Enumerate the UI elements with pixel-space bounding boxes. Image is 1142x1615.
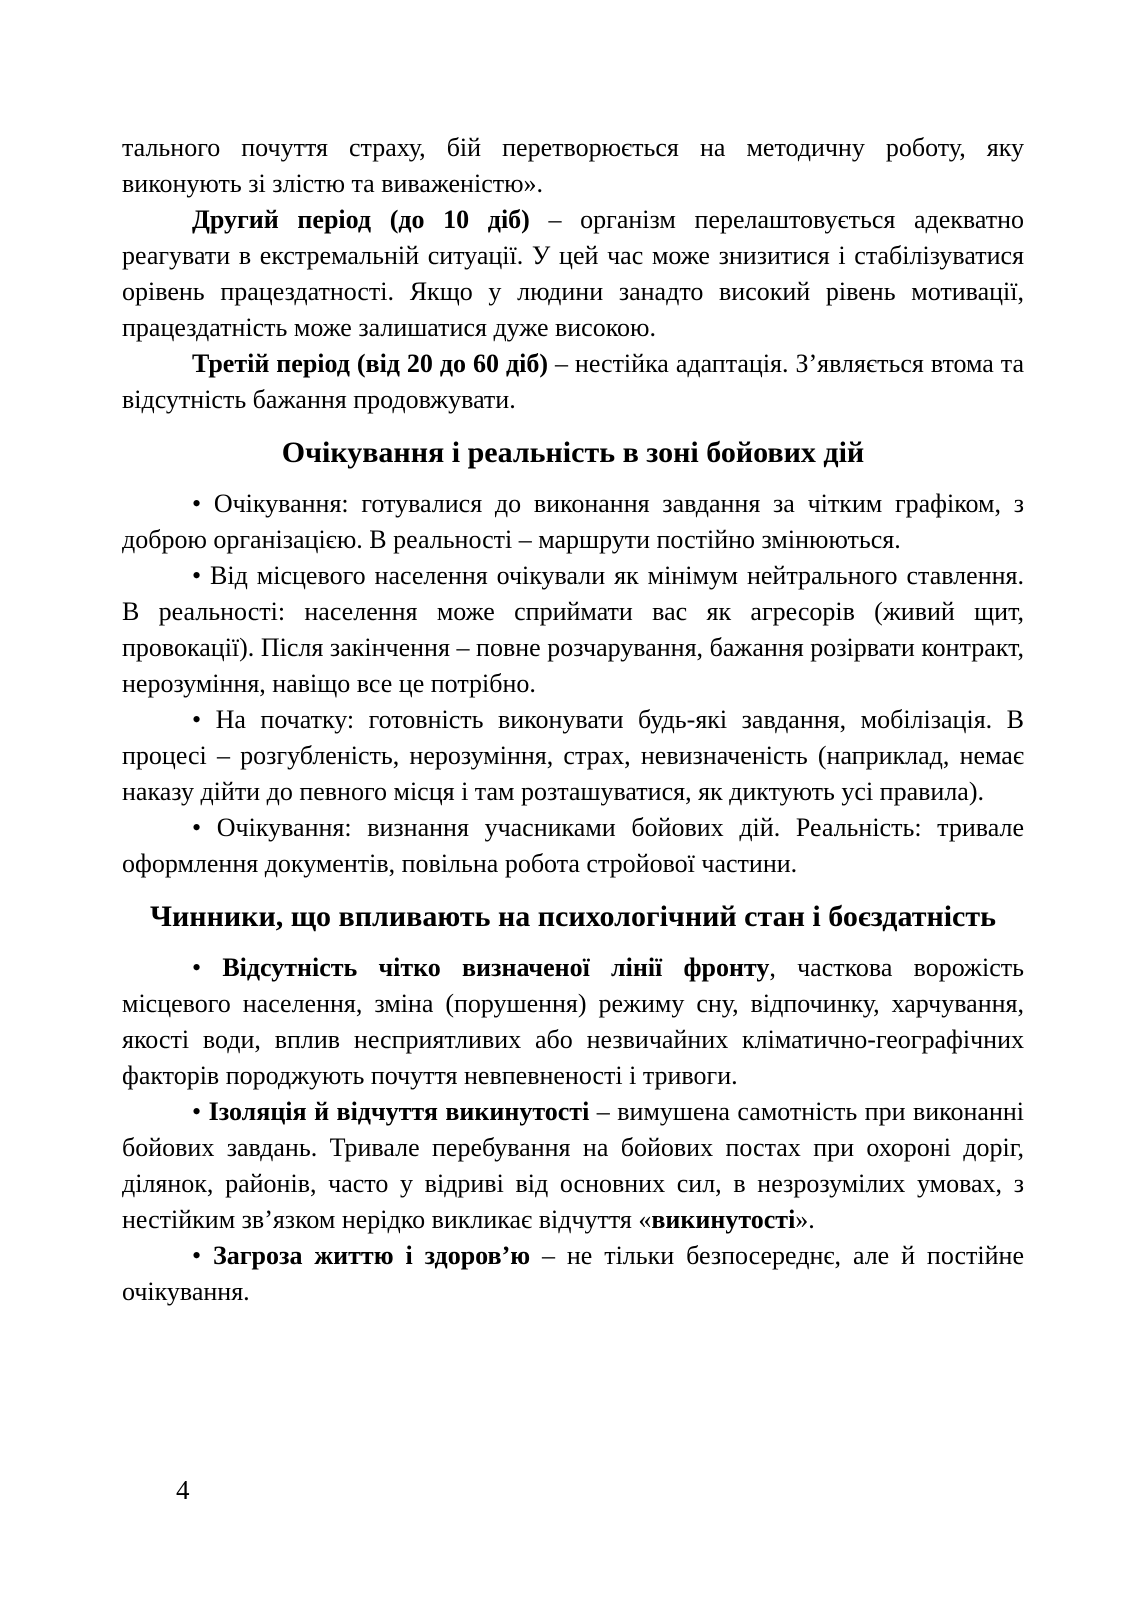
- section-heading: [122, 896, 1024, 938]
- paragraph: [122, 346, 1024, 418]
- bold-text-segment: Загроза життю і здоров’ю: [213, 1241, 531, 1270]
- document-content: [122, 130, 1024, 1310]
- text-segment: тального почуття страху, бій перетворюється на методичну роботу, яку виконують зі злістю та виваженістю».: [122, 133, 1024, 198]
- bold-text-segment: Другий період (до 10 діб): [192, 205, 530, 234]
- text-segment: , часткова ворожість місцевого населення, зміна (порушення) режиму сну, відпочинку, харчування, якості води, вплив несприятливих або незвичайних кліматично-географічних факторів породжують почуття невпевненості і тривоги.: [122, 953, 1024, 1090]
- paragraph: [122, 1094, 1024, 1238]
- text-segment: – організм перелаштовується адекватно реагувати в екстремальній ситуації. У цей час може знизитися і стабілізуватися орівень працездатності. Якщо у людини занадто високий рівень мотивації, працездатність може залишатися дуже високою.: [122, 205, 1024, 342]
- bold-text-segment: Відсутність чітко визначеної лінії фронту: [222, 953, 770, 982]
- paragraph: [122, 202, 1024, 346]
- text-segment: ».: [795, 1205, 815, 1234]
- paragraph: [122, 558, 1024, 702]
- paragraph: [122, 950, 1024, 1094]
- paragraph: [122, 486, 1024, 558]
- bold-text-segment: Ізоляція й відчуття викинутості: [208, 1097, 590, 1126]
- bold-text-segment: викинутості: [651, 1205, 796, 1234]
- page-number: 4: [176, 1475, 190, 1505]
- text-segment: •: [192, 1241, 213, 1270]
- text-segment: • На початку: готовність виконувати будь-які завдання, мобілізація. В процесі – розгубленість, нерозуміння, страх, невизначеність (наприклад, немає наказу дійти до певного місця і там розташуватися, як диктують усі правила).: [122, 705, 1024, 806]
- text-segment: – нестійка адаптація. З’являється втома та відсутність бажання продовжувати.: [122, 349, 1024, 414]
- section-heading: [122, 432, 1024, 474]
- paragraph: [122, 1238, 1024, 1310]
- text-segment: • Очікування: визнання учасниками бойових дій. Реальність: тривале оформлення документів, повільна робота стройової частини.: [122, 813, 1024, 878]
- text-segment: • Очікування: готувалися до виконання завдання за чітким графіком, з доброю організацією. В реальності – маршрути постійно змінюються.: [122, 489, 1024, 554]
- bold-text-segment: Чинники, що впливають на психологічний стан і боєздатність: [150, 900, 996, 933]
- bold-text-segment: Очікування і реальність в зоні бойових дій: [281, 436, 865, 469]
- text-segment: – не тільки безпосереднє, але й постійне очікування.: [122, 1241, 1024, 1306]
- paragraph: [122, 130, 1024, 202]
- bold-text-segment: Третій період (від 20 до 60 діб): [192, 349, 548, 378]
- text-segment: •: [192, 953, 223, 982]
- paragraph: [122, 702, 1024, 810]
- paragraph: [122, 810, 1024, 882]
- text-segment: • Від місцевого населення очікували як мінімум нейтрального ставлення. В реальності: населення може сприймати вас як агресорів (живий щит, провокації). Після закінчення – повне розчарування, бажання розірвати контракт, нерозуміння, навіщо все це потрібно.: [122, 561, 1024, 698]
- text-segment: •: [192, 1097, 209, 1126]
- text-segment: – вимушена самотність при виконанні бойових завдань. Тривале перебування на бойових постах при охороні доріг, ділянок, районів, часто у відриві від основних сил, в незрозумілих умовах, з нестійким зв’язком нерідко викликає відчуття «: [122, 1097, 1025, 1234]
